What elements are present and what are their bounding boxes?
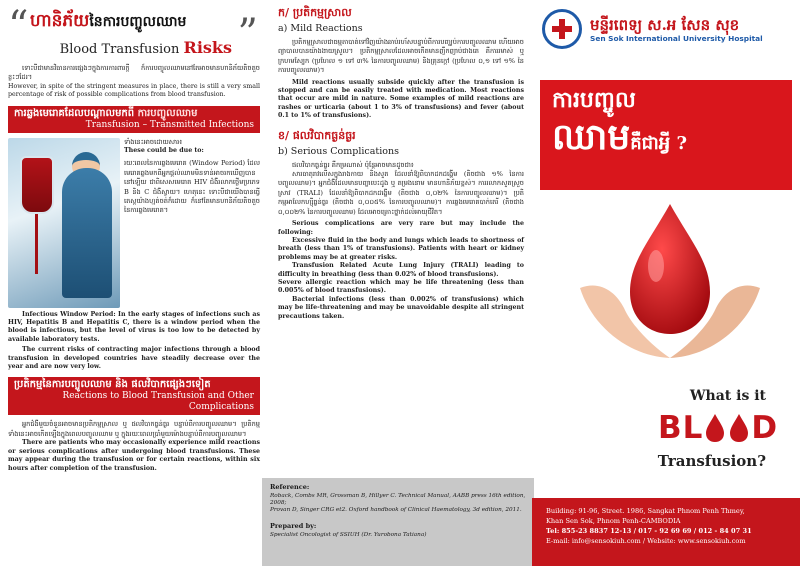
- reference-label: Reference:: [270, 483, 310, 491]
- serious-kh: សារធាតុរាវលើសក្នុងរាងកាយ និងសួត ដែលនាំឱ្យពិបាកដកដង្ហើម (តិចជាង ១% នៃការបញ្ចូលឈាម)។ អ្នកជំងឺដែលមានបញ្ហាបេះដូង ឬ តម្រងនោម មានហានិភ័យខ្ពស់។ ការរលាកសួតស្រួចស្រាវ (TRALI) ដែលនាំឱ្យពិបាកដកដង្ហើម (តិចជាង ០,០២% នៃការបញ្ចូលឈាម)។ ប្រតិកម្មអាលែកហ្ស៊ីធ្ងន់ធ្ងរ (តិចជាង ០,០០៥% នៃការបញ្ចូលឈាម)។ ការឆ្លងមេរោគបាក់តេរី (តិចជាង ០,០០២% នៃការបញ្ចូលឈាម) ដែលអាចគ្រោះថ្នាក់ដល់អាយុជីវិត។: [278, 170, 524, 216]
- transfusion-question: Transfusion?: [657, 452, 766, 470]
- blood-bag-icon: [20, 156, 54, 214]
- risks-headline: [8, 3, 260, 64]
- mild-en: Mild reactions usually subside quickly after the transfusion is stopped and can be easily treated with medication. Most reactions that occur are mild in nature. Some examples of mild reactions are rashes or urticaria (about 1 to 3% of transfusions) and fever (about 0.1 to 1% of transfusions).: [278, 78, 524, 120]
- hospital-name-en: Sen Sok International University Hospital: [590, 33, 763, 43]
- doctor-figure: [62, 168, 112, 298]
- serious-title-kh: ខ/ ផលវិបាកធ្ងន់ធ្ងរ: [278, 128, 356, 142]
- serious-intro-kh: ផលវិបាកធ្ងន់ធ្ងរ គឺកម្រណាស់ ប៉ុន្តែអាចមានដូចជា៖: [292, 160, 414, 169]
- due-kh: ទាំងនេះអាចដោយសារ៖: [124, 137, 183, 146]
- headline-en: Blood Transfusion Risks: [59, 38, 232, 57]
- current-risk-en: The current risks of contracting major infections through a blood transfusion in developed countries have steadily decrease over the year and are now very low.: [8, 346, 260, 371]
- mild-title-kh: ក/ ប្រតិកម្មស្រាល: [278, 6, 352, 19]
- blood-word: BL D: [658, 410, 779, 446]
- headline-kh: ហានិភ័យនៃការបញ្ចូលឈាម: [30, 11, 187, 31]
- transfusion-photo: [8, 138, 120, 308]
- phone-numbers: Tel: 855-23 8837 12-13 / 017 - 92 69 69 / 012 - 84 07 31: [546, 527, 752, 535]
- close-quote-icon: ”: [237, 11, 258, 57]
- window-en: Infectious Window Period: In the early stages of infections such as HIV, Hepatitis B and Hepatitis C, there is a window period when the blood is infectious, but the level of virus is too low to be detected by available laboratory tests.: [8, 310, 260, 343]
- serious-title-en: b) Serious Complications: [278, 145, 399, 157]
- banner-line-1: ការបញ្ចូល: [552, 87, 636, 113]
- left-panel: [0, 0, 268, 566]
- reactions-kh: អ្នកជំងឺមួយចំនួនអាចមានប្រតិកម្មស្រាល ឬ ផលវិបាកធ្ងន់ធ្ងរ បន្ទាប់ពីការបញ្ចូលឈាម។ ប្រតិកម្មទាំងនេះអាចកើតឡើងក្នុងពេលបញ្ចូលឈាម ឬ ក្នុងរយៈពេលប្រាំមួយម៉ោងបន្ទាប់ពីការបញ្ចូលឈាម។: [8, 420, 260, 438]
- prepared-label: Prepared by:: [270, 522, 317, 530]
- cover-panel: [532, 0, 800, 566]
- due-en: These could be due to:: [124, 147, 204, 155]
- section-reactions-header: ប្រតិកម្មនៃការបញ្ចូលឈាម និង ផលវិបាកផ្សេងៗទៀត Reactions to Blood Transfusion and Other Complications: [8, 377, 260, 415]
- address-line-2: Khan Sen Sok, Phnom Penh-CAMBODIA: [546, 517, 681, 525]
- reference-box: [262, 478, 534, 566]
- hands-holding-drop-icon: [572, 196, 768, 364]
- section-infections-header: ការឆ្លងមេរោគដែលបណ្តាលមកពី ការបញ្ចូលឈាម Transfusion – Transmitted Infections: [8, 106, 260, 133]
- open-quote-icon: “: [8, 3, 29, 49]
- serious-en-2: Transfusion Related Acute Lung Injury (TRALI) leading to difficulty in breathing (less than 0.02% of blood transfusions).: [278, 262, 524, 278]
- hospital-logo-icon: [542, 9, 582, 49]
- serious-en-4: Bacterial infections (less than 0.002% of transfusions) which may be life-threatening and may be unavoidable despite all stringent precautions taken.: [278, 295, 524, 320]
- hospital-name-kh: មន្ទីរពេទ្យ ស.អ សែន សុខ: [590, 15, 740, 34]
- blood-drop-icon: [728, 413, 750, 443]
- serious-en-intro: Serious complications are very rare but may include the following:: [278, 220, 524, 236]
- blood-drop-icon: [704, 413, 726, 443]
- serious-en-1: Excessive fluid in the body and lungs which leads to shortness of breath (less than 1% of transfusions). Patients with heart or kidney problems may be at greater risks.: [278, 236, 524, 261]
- hospital-header: [532, 0, 800, 58]
- intro-en: However, in spite of the stringent measures in place, there is still a very small percentage of risk of possible complications from blood transfusion.: [8, 82, 260, 99]
- email-website: E-mail: info@sensokiuh.com / Website: www.sensokiuh.com: [546, 537, 746, 545]
- banner-line-2: ឈាមគឺជាអ្វី ?: [552, 116, 688, 158]
- serious-en-3: Severe allergic reaction which may be life threatening (less than 0.005% of blood transfusions).: [278, 278, 524, 295]
- mild-kh: ប្រតិកម្មស្រាលជាធម្មតាបាត់ទៅវិញយ៉ាងឆាប់រហ័សបន្ទាប់ពីការបញ្ឈប់ការបញ្ចូលឈាម ហើយអាចព្យាបាលបានយ៉ាងងាយស្រួល។ ប្រតិកម្មស្រាលដែលអាចកើតមានញឹកញាប់ជាងគេ គឺការរមាស់ ឬ ក្រហមស្បែក (ប្រហែល ១ ទៅ ៣% នៃការបញ្ចូលឈាម) និងគ្រុនក្តៅ (ប្រហែល ០,១ ទៅ ១% នៃការបញ្ចូលឈាម)។: [278, 38, 524, 75]
- mild-title-en: a) Mild Reactions: [278, 23, 363, 34]
- reactions-en: There are patients who may occasionally experience mild reactions or serious complications after undergoing blood transfusions. These may appear during the transfusion or for certain reactions, within six hours after completion of the transfusion.: [8, 439, 260, 472]
- intro-kh: ទោះបីជាមានវិធានការផ្សេងៗក្នុងការការពារក្តី ក៏ការបញ្ចូលឈាមនៅតែអាចមានហានិភ័យតិចតួចខ្លះៗដែរ។: [8, 64, 260, 82]
- contact-footer: [532, 498, 800, 566]
- reference-2: Provan D, Singer CRG et2. Oxford handbook of Clinical Haematology, 3d edition, 2011.: [270, 507, 522, 513]
- reference-1: Roback, Combs MR, Grossman B, Hillyer C. Technical Manual, AABB press 16th edition, 2008;: [270, 493, 526, 506]
- window-kh: រយៈពេលនៃការឆ្លងមេរោគ (Window Period) ដែលមេរោគឆ្លងមកពីអ្នកផ្តល់ឈាមមិនទាន់អាចរកឃើញបាននៅឡើយ ជាពិសេសមេរោគ HIV ជំងឺរលាកថ្លើមប្រភេទ B និង C ជំងឺស្វាយ។ ហេតុនេះ ទោះបីជាយើងបានធ្វើតេស្តយ៉ាងហ្មត់ចត់ក៏ដោយ ក៏នៅតែមានហានិភ័យតិចតួចនៃការឆ្លងមេរោគ។: [124, 159, 260, 215]
- what-is-it: What is it: [689, 388, 766, 404]
- title-banner: [540, 80, 792, 190]
- prepared-by: Specialist Oncologist of SSIUH (Dr. Yurobona Tatiana): [270, 532, 427, 538]
- address-line-1: Building: 91-96, Street. 1986, Sangkat Phnom Penh Thmey,: [546, 507, 745, 515]
